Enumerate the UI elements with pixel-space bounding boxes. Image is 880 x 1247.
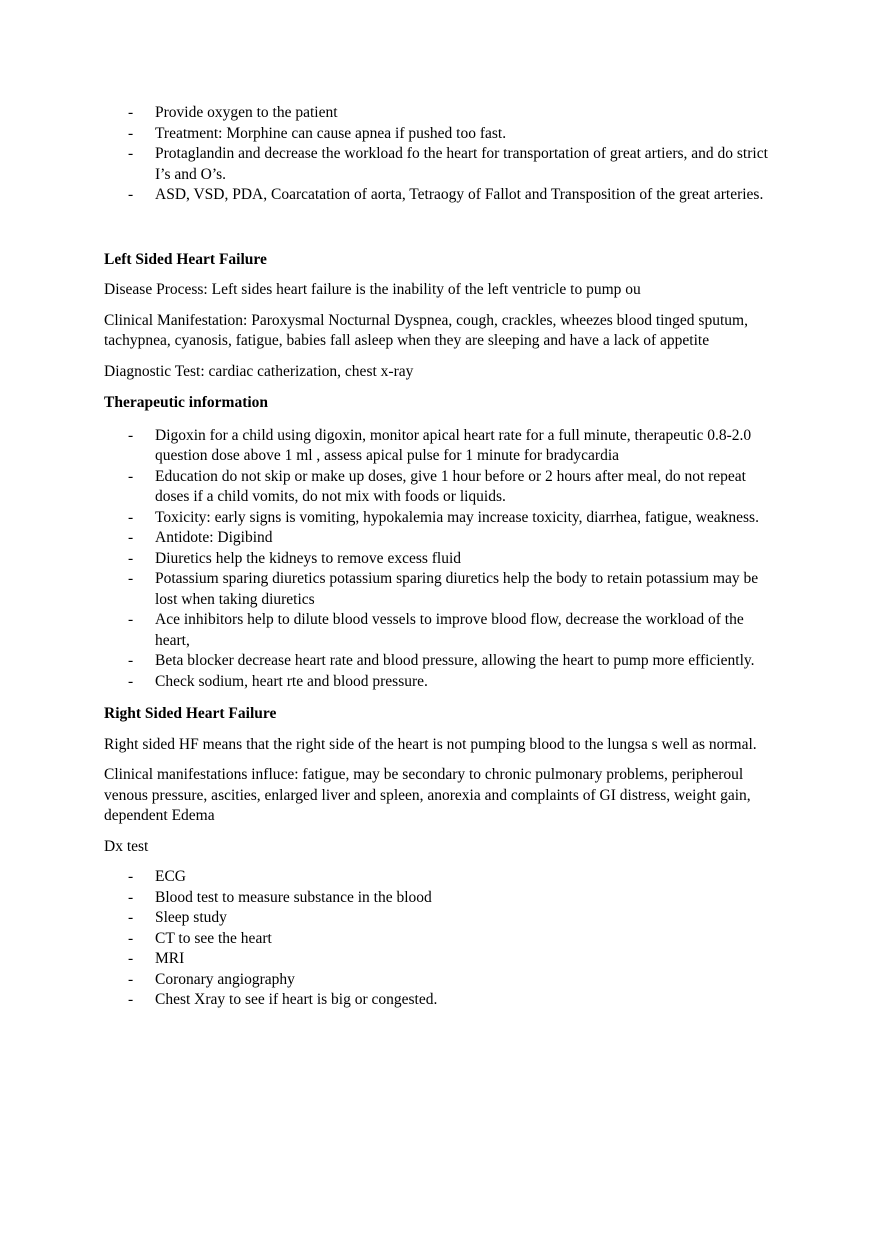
- list-item: [104, 908, 780, 929]
- list-item-text: Coronary angiography: [155, 970, 295, 988]
- left-hf-diagnostic: Diagnostic Test: cardiac catherization, chest x-ray: [104, 362, 414, 380]
- list-bullet: -: [128, 868, 134, 885]
- dx-test-list: [104, 867, 780, 1011]
- list-bullet: -: [128, 991, 134, 1008]
- list-item-text: MRI: [155, 950, 185, 967]
- list-item: [104, 426, 780, 467]
- list-item-text: Education do not skip or make up doses, give 1 hour before or 2 hours after meal, do not repeat doses if a child vomits, do not mix with foods or liquids.: [155, 467, 746, 505]
- list-item: [104, 508, 780, 529]
- list-bullet: -: [128, 611, 134, 628]
- list-item: [104, 144, 780, 185]
- therapeutic-heading: Therapeutic information: [104, 394, 269, 411]
- list-bullet: -: [128, 549, 134, 567]
- list-bullet: -: [128, 529, 134, 546]
- list-bullet: -: [128, 950, 134, 967]
- intro-list: [104, 103, 780, 206]
- list-item: [104, 549, 780, 570]
- list-item: [104, 103, 780, 124]
- list-item: [104, 888, 780, 909]
- list-bullet: -: [128, 104, 134, 121]
- list-item: [104, 528, 780, 549]
- list-bullet: -: [128, 672, 134, 690]
- list-item: [104, 651, 780, 672]
- right-hf-definition: Right sided HF means that the right side of the heart is not pumping blood to the lungsa s well as normal.: [104, 735, 757, 753]
- right-hf-clinical: Clinical manifestations influce: fatigue, may be secondary to chronic pulmonary problems, peripheroul venous pressure, ascities, enlarged liver and spleen, anorexia and complaints of GI distress, weight gain, dependent Edema: [104, 766, 751, 824]
- list-item: [104, 929, 780, 950]
- left-hf-clinical: Clinical Manifestation: Paroxysmal Nocturnal Dyspnea, cough, crackles, wheezes blood tinged sputum, tachypnea, cyanosis, fatigue, babies fall asleep when they are sleeping and have a lack of appetite: [104, 311, 748, 349]
- list-bullet: -: [128, 570, 134, 587]
- list-item-text: Blood test to measure substance in the blood: [155, 888, 432, 906]
- list-bullet: -: [128, 124, 134, 142]
- list-item-text: ASD, VSD, PDA, Coarcatation of aorta, Tetraogy of Fallot and Transposition of the great arteries.: [155, 186, 764, 203]
- list-item-text: CT to see the heart: [155, 929, 272, 947]
- therapeutic-list: [104, 426, 780, 693]
- list-bullet: -: [128, 186, 134, 203]
- list-item-text: Chest Xray to see if heart is big or congested.: [155, 991, 438, 1008]
- list-bullet: -: [128, 145, 134, 162]
- list-item-text: Potassium sparing diuretics potassium sparing diuretics help the body to retain potassium may be lost when taking diuretics: [155, 570, 759, 608]
- right-hf-dx-label: Dx test: [104, 837, 149, 855]
- list-item: [104, 467, 780, 508]
- list-item: [104, 867, 780, 888]
- list-bullet: -: [128, 652, 134, 669]
- list-bullet: -: [128, 426, 134, 444]
- right-hf-heading: Right Sided Heart Failure: [104, 705, 277, 722]
- list-item: [104, 569, 780, 610]
- list-item-text: Diuretics help the kidneys to remove excess fluid: [155, 549, 462, 567]
- list-item: [104, 124, 780, 145]
- list-item-text: Toxicity: early signs is vomiting, hypokalemia may increase toxicity, diarrhea, fatigue, weakness.: [155, 508, 759, 526]
- list-item: [104, 990, 780, 1011]
- list-item-text: ECG: [155, 868, 186, 885]
- list-item-text: Beta blocker decrease heart rate and blood pressure, allowing the heart to pump more efficiently.: [155, 652, 755, 669]
- list-item-text: Treatment: Morphine can cause apnea if pushed too fast.: [155, 124, 507, 142]
- page-content: [104, 103, 780, 1011]
- list-bullet: -: [128, 929, 134, 947]
- list-item: [104, 949, 780, 970]
- list-item: [104, 610, 780, 651]
- list-item: [104, 970, 780, 991]
- list-bullet: -: [128, 970, 134, 988]
- list-item: [104, 185, 780, 206]
- list-item-text: Sleep study: [155, 909, 227, 926]
- list-item-text: Ace inhibitors help to dilute blood vessels to improve blood flow, decrease the workload of the heart,: [155, 611, 744, 649]
- list-item-text: Check sodium, heart rte and blood pressure.: [155, 672, 428, 690]
- left-hf-disease-process: Disease Process: Left sides heart failure is the inability of the left ventricle to pump ou: [104, 281, 641, 298]
- list-item-text: Antidote: Digibind: [155, 529, 273, 546]
- list-bullet: -: [128, 888, 134, 906]
- list-item-text: Digoxin for a child using digoxin, monitor apical heart rate for a full minute, therapeutic 0.8-2.0 question dose above 1 ml , assess apical pulse for 1 minute for bradycardia: [155, 426, 752, 464]
- list-bullet: -: [128, 467, 134, 485]
- list-item-text: Protaglandin and decrease the workload fo the heart for transportation of great artiers, and do strict I’s and O’s.: [155, 145, 768, 183]
- list-bullet: -: [128, 508, 134, 526]
- list-item-text: Provide oxygen to the patient: [155, 104, 338, 121]
- left-hf-heading: Left Sided Heart Failure: [104, 250, 267, 268]
- list-bullet: -: [128, 909, 134, 926]
- list-item: [104, 672, 780, 693]
